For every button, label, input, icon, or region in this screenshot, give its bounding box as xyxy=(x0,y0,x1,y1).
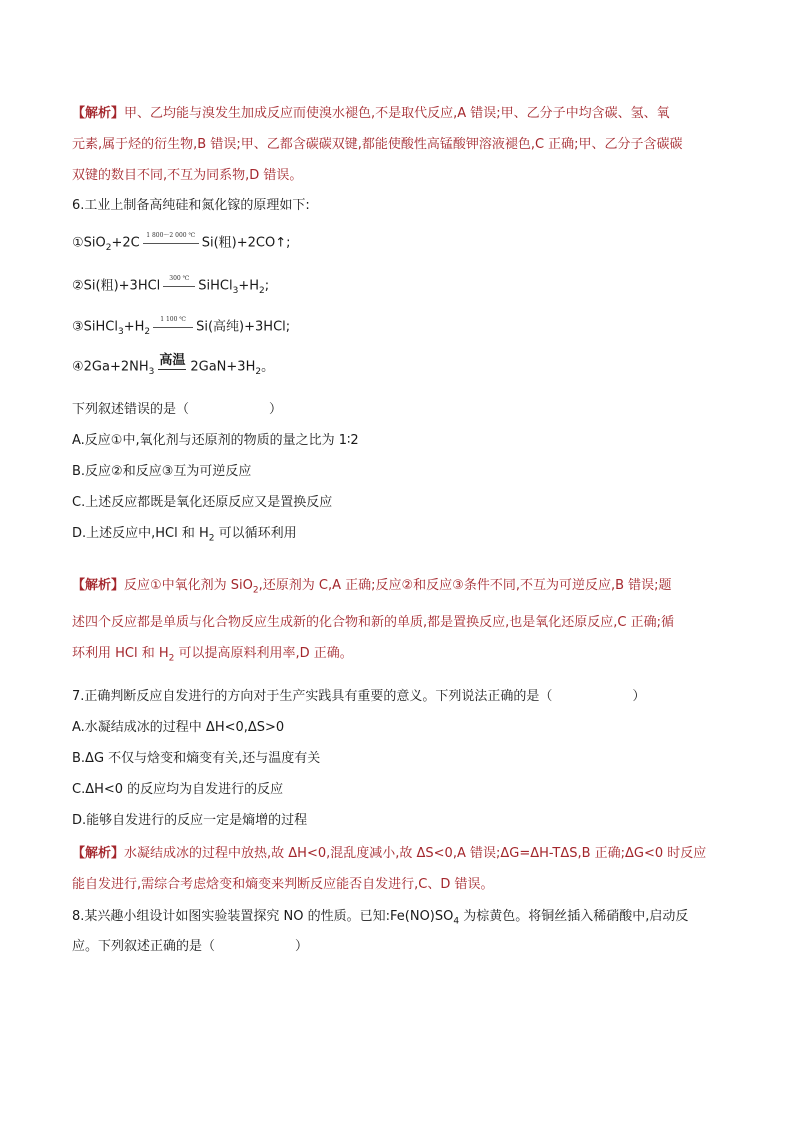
analysis-q5-line2: 元素,属于烃的衍生物,B 错误;甲、乙都含碳碳双键,都能使酸性高锰酸钾溶液褪色,C 正确;甲、乙分子含碳碳 xyxy=(72,137,683,152)
analysis-tag: 【解析】 xyxy=(72,106,125,121)
reaction-arrow: 1 800～2 000 ℃ xyxy=(141,233,201,253)
analysis-q5 xyxy=(72,98,722,191)
analysis-q5-line1: 【解析】甲、乙均能与溴发生加成反应而使溴水褪色,不是取代反应,A 错误;甲、乙分子中均含碳、氢、氧 xyxy=(72,106,670,121)
analysis-tag: 【解析】 xyxy=(72,846,125,861)
reaction-equals-sign: 高温 xyxy=(159,353,186,368)
q6-reaction-2: ②Si(粗)+3HCl 300 ℃ $SiHCl_3+H_2$; xyxy=(72,275,270,297)
q6-reaction-4: $④2Ga+2NH_3$ 高温 $2GaN+3H_2$。 xyxy=(72,353,275,378)
analysis-q6 xyxy=(72,570,722,674)
q6-option-d: D.上述反应中,HCl 和 $H_2$ 可以循环利用 xyxy=(72,526,297,544)
q6-option-c: C.上述反应都既是氧化还原反应又是置换反应 xyxy=(72,495,333,510)
analysis-q7 xyxy=(72,838,722,900)
q8-stem-line1: 8.某兴趣小组设计如图实验装置探究 NO 的性质。已知$:Fe(NO)SO_4$ 为棕黄色。将铜丝插入稀硝酸中,启动反 xyxy=(72,909,689,927)
analysis-q6-line3: 环利用 HCl 和 $H_2$ 可以提高原料利用率,D 正确。 xyxy=(72,645,353,664)
q7-option-a: A.水凝结成冰的过程中 ΔH<0,ΔS>0 xyxy=(72,720,285,735)
reaction-arrow: 300 ℃ xyxy=(161,276,197,296)
analysis-q7-line1: 【解析】水凝结成冰的过程中放热,故 ΔH<0,混乱度减小,故 ΔS<0,A 错误;ΔG=ΔH-TΔS,B 正确;ΔG<0 时反应 xyxy=(72,846,707,861)
q7-stem: 7.正确判断反应自发进行的方向对于生产实践具有重要的意义。下列说法正确的是（ ） xyxy=(72,689,646,704)
q8-stem-line2: 应。下列叙述正确的是（ ） xyxy=(72,939,309,954)
q6-ask: 下列叙述错误的是（ ） xyxy=(72,402,283,417)
q7-option-c: C.ΔH<0 的反应均为自发进行的反应 xyxy=(72,782,284,797)
q6-option-a: A.反应①中,氧化剂与还原剂的物质的量之比为 1∶2 xyxy=(72,433,359,448)
analysis-q6-line2: 述四个反应都是单质与化合物反应生成新的化合物和新的单质,都是置换反应,也是氧化还原反应,C 正确;循 xyxy=(72,614,674,630)
q6-reaction-1: ①SiO$_2$+2C 1 800～2 000 ℃ Si(粗)+2CO↑; xyxy=(72,232,291,254)
analysis-q7-line2: 能自发进行,需综合考虑焓变和熵变来判断反应能否自发进行,C、D 错误。 xyxy=(72,877,494,892)
reaction-arrow: 1 100 ℃ xyxy=(151,317,195,337)
q6-option-b: B.反应②和反应③互为可逆反应 xyxy=(72,464,252,479)
q7-option-b: B.ΔG 不仅与焓变和熵变有关,还与温度有关 xyxy=(72,751,321,766)
analysis-tag: 【解析】 xyxy=(72,578,125,593)
q6-stem: 6.工业上制备高纯硅和氮化镓的原理如下: xyxy=(72,198,310,213)
q7-option-d: D.能够自发进行的反应一定是熵增的过程 xyxy=(72,813,308,828)
analysis-q6-line1: 【解析】反应①中氧化剂为 SiO$_2$,还原剂为 C,A 正确;反应②和反应③条件不同,不互为可逆反应,B 错误;题 xyxy=(72,578,672,596)
q6-reaction-3: $③SiHCl_3+H_2$ 1 100 ℃ Si(高纯)+3HCl; xyxy=(72,316,291,338)
analysis-q5-line3: 双键的数目不同,不互为同系物,D 错误。 xyxy=(72,168,303,183)
